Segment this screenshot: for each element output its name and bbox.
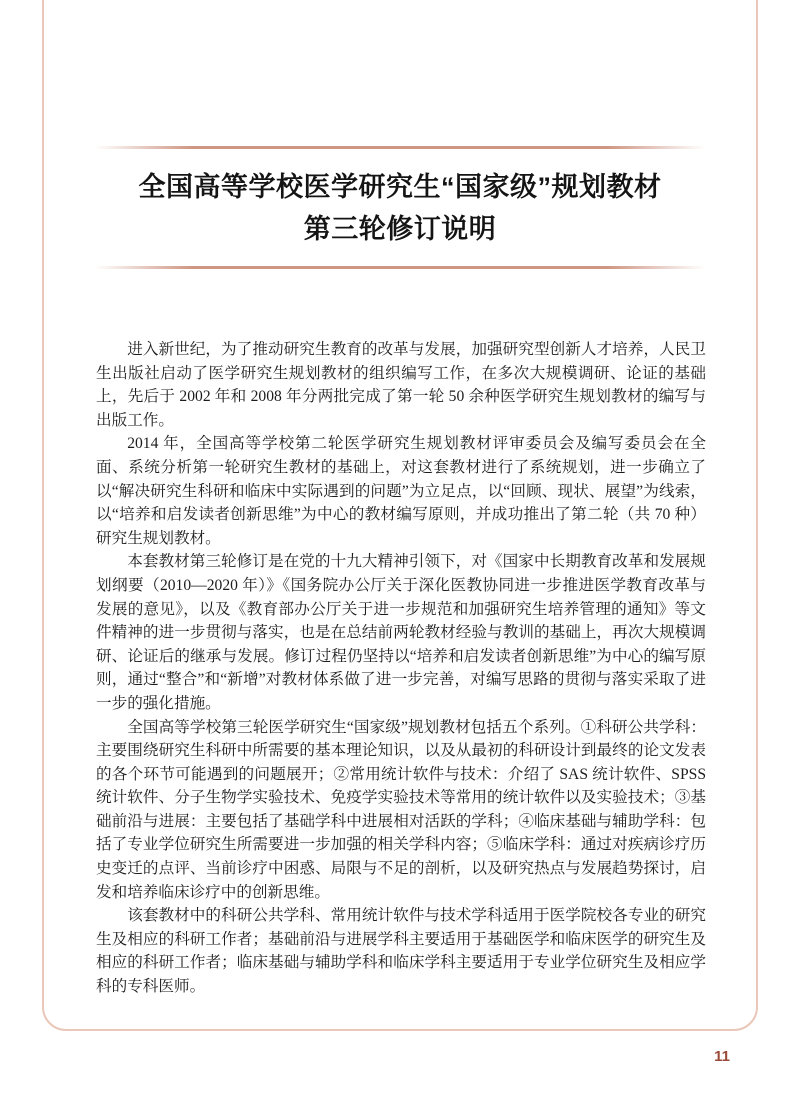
page-number: 11 [714, 1048, 730, 1065]
page-title [95, 166, 705, 250]
body-text [96, 338, 706, 999]
paragraph-2: 2014 年，全国高等学校第二轮医学研究生规划教材评审委员会及编写委员会在全面、系统分析第一轮研究生教材的基础上，对这套教材进行了系统规划，进一步确立了以“解决研究生科研和临床中实际遇到的问题”为立足点，以“回顾、现状、展望”为线索，以“培养和启发读者创新思维”为中心的教材编写原则，并成功推出了第二轮（共 70 种）研究生规划教材。 [96, 435, 706, 547]
title-line-1: 全国高等学校医学研究生“国家级”规划教材 [138, 172, 662, 202]
title-block [95, 146, 705, 269]
paragraph-4: 全国高等学校第三轮医学研究生“国家级”规划教材包括五个系列。①科研公共学科：主要围绕研究生科研中所需要的基本理论知识，以及从最初的科研设计到最终的论文发表的各个环节可能遇到的问题展开；②常用统计软件与技术：介绍了 SAS 统计软件、SPSS 统计软件、分子生物学实验技术、免疫学实验技术等常用的统计软件以及实验技术；③基础前沿与进展：主要包括了基础学科中进展相对活跃的学科；④临床基础与辅助学科：包括了专业学位研究生所需要进一步加强的相关学科内容；⑤临床学科：通过对疾病诊疗历史变迁的点评、当前诊疗中困惑、局限与不足的剖析，以及研究热点与发展趋势探讨，启发和培养临床诊疗中的创新思维。 [96, 718, 706, 901]
paragraph-1: 进入新世纪，为了推动研究生教育的改革与发展，加强研究型创新人才培养，人民卫生出版社启动了医学研究生规划教材的组织编写工作，在多次大规模调研、论证的基础上，先后于 2002 年和 2008 年分两批完成了第一轮 50 余种医学研究生规划教材的编写与出版工作。 [96, 341, 706, 429]
paragraph-5: 该套教材中的科研公共学科、常用统计软件与技术学科适用于医学院校各专业的研究生及相应的科研工作者；基础前沿与进展学科主要适用于基础医学和临床医学的研究生及相应的科研工作者；临床基础与辅助学科和临床学科主要适用于专业学位研究生及相应学科的专科医师。 [96, 907, 706, 996]
title-rule-bottom [95, 266, 705, 269]
paragraph-3: 本套教材第三轮修订是在党的十九大精神引领下，对《国家中长期教育改革和发展规划纲要（2010—2020 年）》《国务院办公厅关于深化医教协同进一步推进医学教育改革与发展的意见》，以及《教育部办公厅关于进一步规范和加强研究生培养管理的通知》等文件精神的进一步贯彻与落实，也是在总结前两轮教材经验与教训的基础上，再次大规模调研、论证后的继承与发展。修订过程仍坚持以“培养和启发读者创新思维”为中心的编写原则，通过“整合”和“新增”对教材体系做了进一步完善，对编写思路的贯彻与落实采取了进一步的强化措施。 [96, 553, 706, 712]
title-rule-top [95, 146, 705, 149]
title-line-2: 第三轮修订说明 [303, 214, 497, 244]
